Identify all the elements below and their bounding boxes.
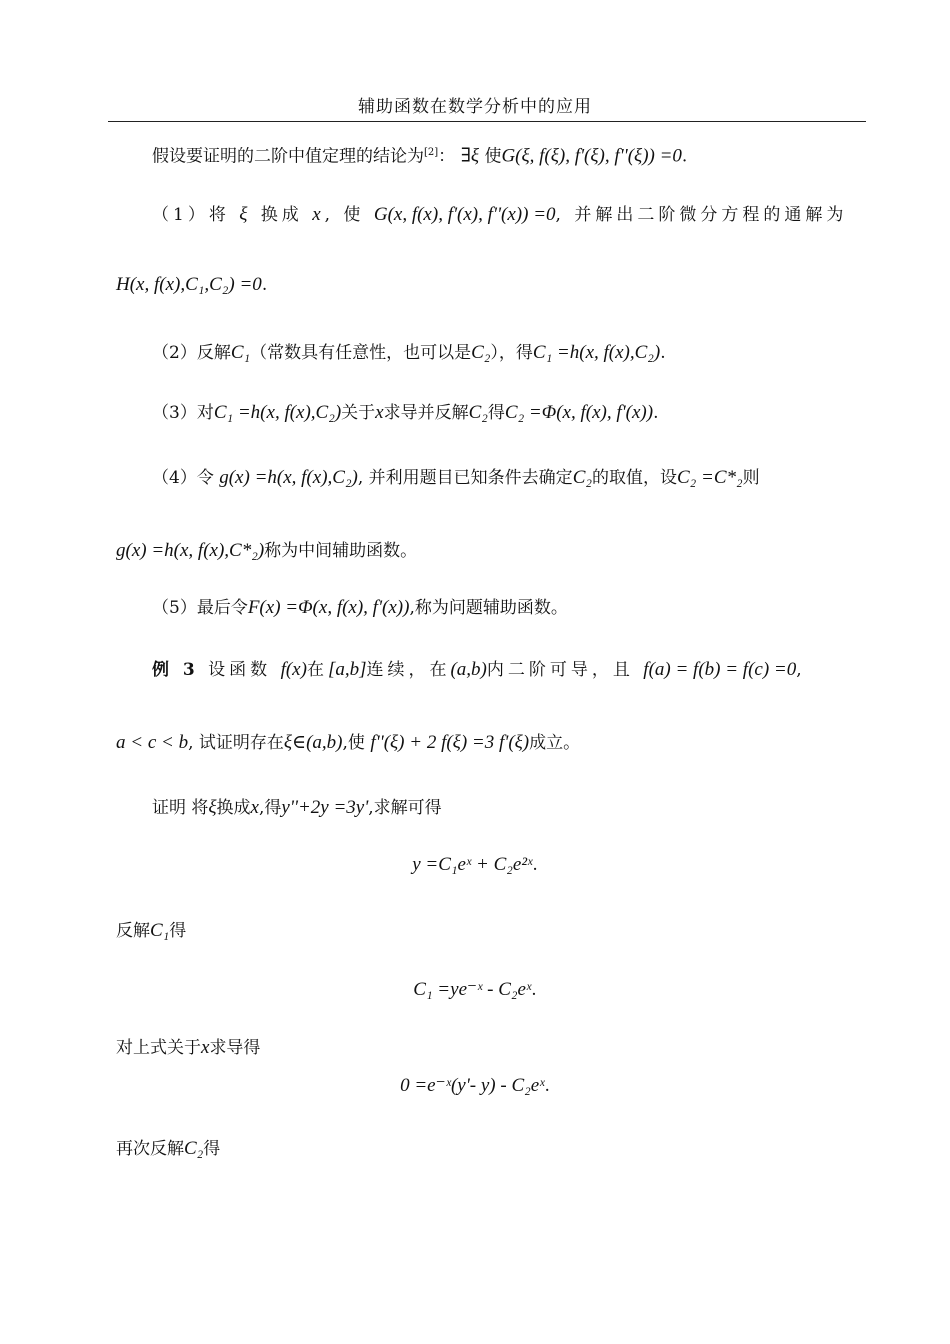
text: 换成 [260, 205, 303, 225]
text: 证明 将 [152, 798, 209, 818]
math-formula: ∃ξ [460, 145, 480, 167]
text: （3）对 [152, 403, 214, 423]
text: 关于 [341, 403, 376, 423]
step-3 [0, 400, 950, 426]
text: 成立。 [529, 733, 581, 753]
math-formula: G(ξ, f(ξ), f'(ξ), f''(ξ)) =0 [501, 145, 682, 167]
text: 得 [169, 921, 187, 941]
text: 的取值，设 [591, 468, 677, 488]
math-formula: C₁ =ye⁻ˣ - C₂eˣ [413, 979, 532, 1000]
math-formula: ξ [208, 797, 217, 818]
math-formula: a < c < b [116, 732, 189, 753]
text: 假设要证明的二阶中值定理的结论为 [152, 146, 424, 167]
math-formula: C₁ =h(x, f(x),C₂) [532, 342, 661, 363]
text: 再次反解 [116, 1139, 184, 1159]
text: （4）令 [152, 468, 214, 488]
math-formula: C₁ [150, 920, 170, 941]
intermediate-function-line [0, 538, 950, 564]
text: 设函数 [208, 660, 272, 680]
solve-c1-line [0, 918, 950, 944]
text: , 试证明存在 [188, 733, 284, 753]
example-label: 例 3 [152, 660, 199, 680]
math-formula: (a,b) [450, 659, 487, 680]
text: ,求解可得 [368, 798, 442, 818]
general-solution-line [0, 272, 950, 298]
text: ,称为问题辅助函数。 [409, 598, 568, 618]
math-formula: g(x) =h(x, f(x),C*₂) [116, 540, 265, 561]
solve-c2-line [0, 1136, 950, 1162]
math-formula: C₁ =h(x, f(x),C₂) [213, 402, 342, 423]
text: , 并利用题目已知条件去确定 [357, 468, 573, 488]
proof-start [0, 795, 950, 821]
example-3 [0, 657, 950, 683]
step-1 [0, 202, 950, 228]
text: （2）反解 [152, 343, 231, 363]
math-formula: C₂ [184, 1138, 204, 1159]
text: ），得 [490, 343, 533, 363]
text: （5）最后令 [152, 598, 248, 618]
text: 在 [306, 660, 328, 680]
math-formula: y''+2y =3y' [281, 797, 369, 818]
text: 求导得 [209, 1038, 261, 1058]
header-title: 辅助函数在数学分析中的应用 [358, 97, 592, 117]
text: 得 [487, 403, 505, 423]
text: 使 [484, 146, 502, 167]
math-formula: y =C₁eˣ + C₂e²ˣ [412, 854, 533, 875]
math-formula: C₂ [572, 467, 592, 488]
text: 求导并反解 [383, 403, 469, 423]
math-formula: G(x, f(x), f'(x), f''(x)) =0 [373, 204, 556, 225]
text: . [681, 146, 688, 167]
text: 连续，在 [366, 660, 451, 680]
text: （常数具有任意性，也可以是 [250, 343, 472, 363]
text: , 并解出二阶微分方程的通解为 [555, 205, 848, 225]
text: . [532, 855, 538, 875]
math-formula: C₂ [471, 342, 491, 363]
text: , [796, 660, 806, 680]
text: 得 [203, 1139, 221, 1159]
math-formula: C₂ [468, 402, 488, 423]
text: （1）将 [152, 205, 230, 225]
equation-c1 [0, 977, 950, 1003]
equation-general-solution [0, 852, 950, 878]
text: 反解 [116, 921, 150, 941]
math-formula: x [375, 402, 384, 423]
text: ,使 [342, 733, 365, 753]
citation: [2] [424, 147, 439, 158]
math-formula: f''(ξ) + 2 f(ξ) =3 f'(ξ) [370, 732, 530, 753]
math-formula: ξ∈(a,b) [283, 732, 343, 753]
text: ,得 [258, 798, 282, 818]
math-formula: x [312, 204, 325, 225]
math-formula: f(x) [280, 659, 307, 680]
equation-derivative [0, 1073, 950, 1099]
text: ： [438, 146, 456, 167]
differentiate-line [0, 1035, 950, 1061]
text: 对上式关于 [116, 1038, 201, 1058]
step-2 [0, 340, 950, 366]
math-formula: f(a) = f(b) = f(c) =0 [643, 659, 797, 680]
math-formula: [a,b] [327, 659, 367, 680]
math-formula: ξ [239, 204, 252, 225]
text: 则 [742, 468, 760, 488]
math-formula: x [201, 1037, 210, 1058]
math-formula: C₁ [230, 342, 251, 363]
text: 换成 [216, 798, 251, 818]
text: . [660, 343, 666, 363]
math-formula: x [250, 797, 259, 818]
math-formula: C₂ =Φ(x, f(x), f'(x)) [504, 402, 654, 423]
paragraph-conclusion [0, 140, 950, 170]
math-formula: H(x, f(x),C₁,C₂) =0 [116, 274, 262, 295]
text: 称为中间辅助函数。 [264, 541, 418, 561]
text: , 使 [324, 205, 365, 225]
math-formula: C₂ =C*₂ [676, 467, 743, 488]
text: . [531, 980, 537, 1000]
math-formula: F(x) =Φ(x, f(x), f'(x)) [247, 597, 410, 618]
text: 内二阶可导，且 [486, 660, 634, 680]
text: . [653, 403, 659, 423]
text: . [544, 1076, 550, 1096]
step-5 [0, 595, 950, 621]
math-formula: g(x) =h(x, f(x),C₂) [219, 467, 358, 488]
text: . [261, 275, 268, 295]
math-formula: 0 =e⁻ˣ(y'- y) - C₂eˣ [400, 1075, 545, 1096]
step-4 [0, 465, 950, 491]
header-rule [108, 121, 866, 122]
example-3-statement [0, 730, 950, 756]
